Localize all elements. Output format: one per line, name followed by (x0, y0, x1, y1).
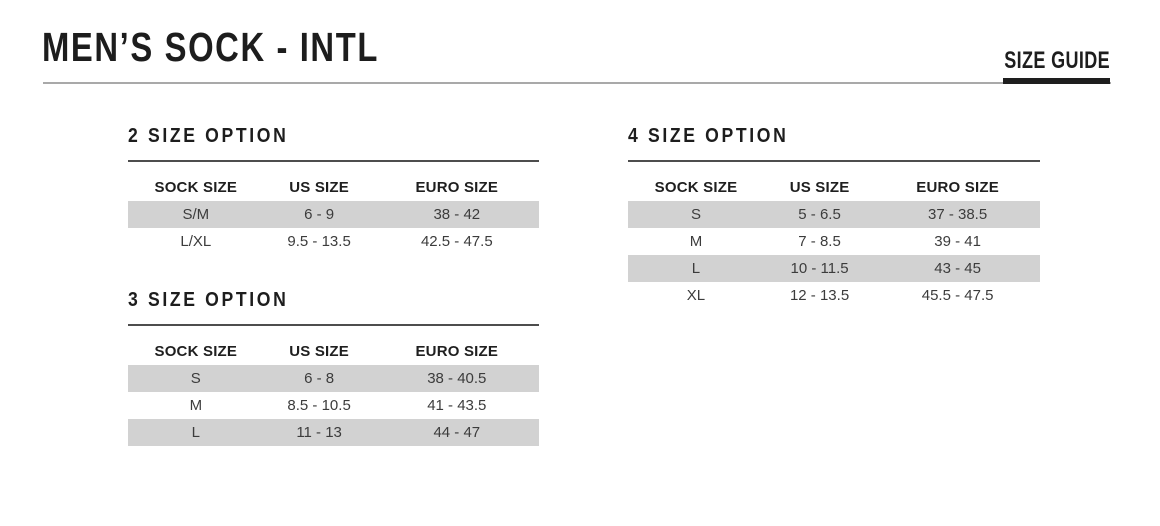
table-cell: 5 - 6.5 (798, 206, 841, 223)
table-row (128, 392, 539, 419)
section-heading-text: 4 SIZE OPTION (628, 125, 789, 147)
section-heading (628, 126, 1040, 146)
page-title-text: MEN’S SOCK - INTL (42, 24, 379, 70)
table-cell: 45.5 - 47.5 (921, 287, 994, 304)
table-cell: XL (686, 287, 706, 304)
two-size-option-table (128, 174, 539, 255)
table-cell: 43 - 45 (934, 260, 981, 277)
table-row (128, 419, 539, 446)
section-heading (128, 290, 539, 310)
table-cell: 37 - 38.5 (927, 206, 988, 223)
header-divider (43, 82, 1111, 84)
section-3-size-option (128, 290, 539, 446)
table-cell: 10 - 11.5 (790, 260, 849, 277)
table-cell: L (191, 424, 200, 441)
table-row (628, 255, 1040, 282)
section-divider (128, 160, 539, 162)
section-2-size-option (128, 126, 539, 255)
column-header: EURO SIZE (916, 179, 999, 196)
table-cell: L/XL (180, 233, 212, 250)
table-cell: S (690, 206, 701, 223)
table-cell: 12 - 13.5 (789, 287, 850, 304)
table-cell: L (691, 260, 701, 277)
section-heading (128, 126, 539, 146)
section-divider (128, 324, 539, 326)
column-header: EURO SIZE (415, 179, 499, 196)
table-cell: 9.5 - 13.5 (287, 233, 351, 250)
column-header: US SIZE (289, 179, 349, 196)
size-guide-tab[interactable] (969, 48, 1110, 74)
table-row (128, 201, 539, 228)
table-cell: 6 - 9 (304, 206, 335, 223)
four-size-option-table (628, 174, 1040, 309)
table-cell: 39 - 41 (934, 233, 981, 250)
table-row (628, 201, 1040, 228)
table-cell: 11 - 13 (296, 424, 342, 441)
column-header: EURO SIZE (415, 343, 499, 360)
header-row (128, 174, 539, 201)
table-cell: S (190, 370, 201, 387)
column-header: US SIZE (289, 343, 349, 360)
table-row (628, 282, 1040, 309)
column-header: SOCK SIZE (154, 343, 238, 360)
column-header: SOCK SIZE (654, 179, 738, 196)
table-cell: 38 - 40.5 (427, 370, 487, 387)
table-cell: 42.5 - 47.5 (420, 233, 493, 250)
section-divider (628, 160, 1040, 162)
table-cell: M (689, 233, 703, 250)
table-cell: M (189, 397, 203, 414)
table-cell: 6 - 8 (304, 370, 335, 387)
table-cell: 41 - 43.5 (427, 397, 487, 414)
table-row (128, 365, 539, 392)
table-cell: 44 - 47 (433, 424, 481, 441)
table-cell: 38 - 42 (433, 206, 481, 223)
section-heading-text: 3 SIZE OPTION (128, 289, 289, 311)
header-row (628, 174, 1040, 201)
section-4-size-option (628, 126, 1040, 309)
table-cell: S/M (182, 206, 210, 223)
page-title (42, 26, 463, 68)
column-header: US SIZE (789, 179, 850, 196)
table-row (128, 228, 539, 255)
column-header: SOCK SIZE (154, 179, 238, 196)
table-row (628, 228, 1040, 255)
header-row (128, 338, 539, 365)
section-heading-text: 2 SIZE OPTION (128, 125, 289, 147)
size-guide-underline (1003, 78, 1110, 84)
three-size-option-table (128, 338, 539, 446)
table-cell: 8.5 - 10.5 (287, 397, 351, 414)
size-guide-label: SIZE GUIDE (1004, 47, 1110, 74)
table-cell: 7 - 8.5 (798, 233, 841, 250)
